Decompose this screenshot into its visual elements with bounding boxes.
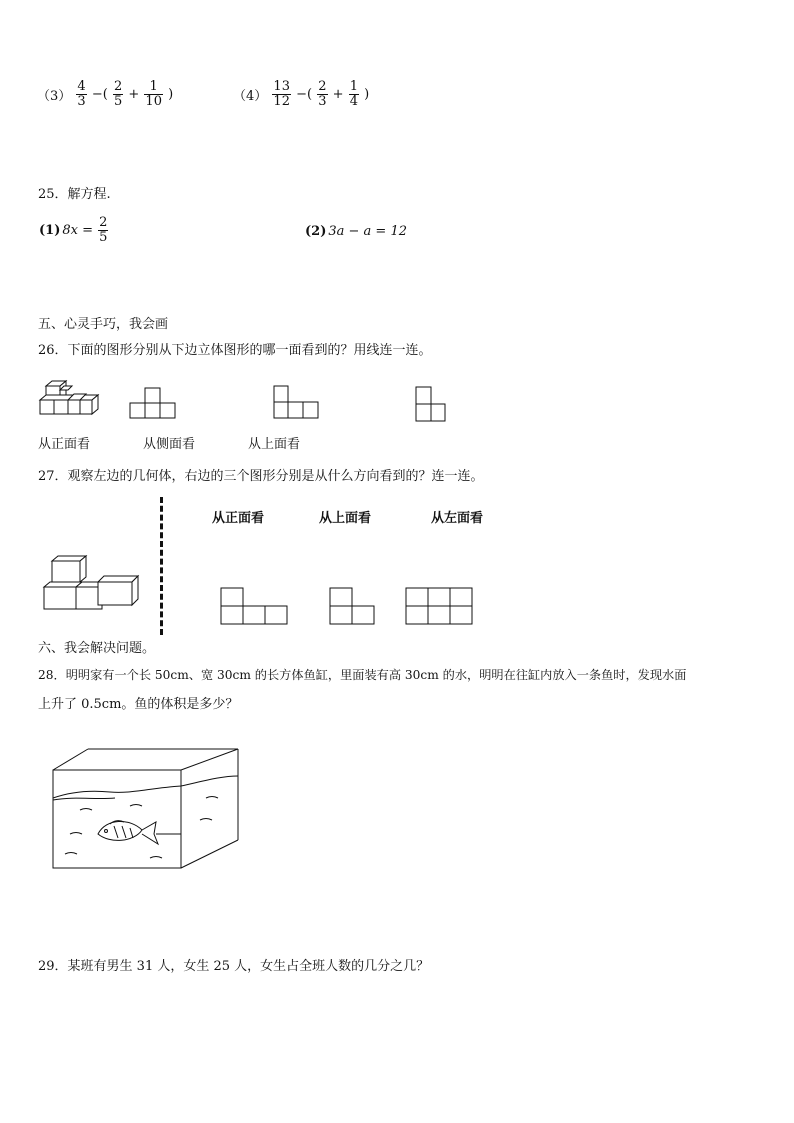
fraction: $\frac{1}{10}$	[145, 79, 162, 109]
q26-solid-figure	[38, 378, 104, 418]
section-5-heading: 五、心灵手巧，我会画	[38, 317, 169, 332]
q26-view-c	[415, 386, 447, 422]
q27-label-top: 从上面看	[319, 511, 372, 526]
q26-label-side: 从侧面看	[143, 437, 196, 452]
question-27-title: 27．观察左边的几何体，右边的三个图形分别是从什么方向看到的？连一连。	[38, 469, 484, 484]
q26-view-a	[130, 387, 176, 419]
section-6-heading: 六、我会解决问题。	[38, 641, 156, 656]
q26-label-top: 从上面看	[248, 437, 301, 452]
equation-1: (1) 8x = $\frac{2}{5}$	[39, 215, 108, 245]
fraction: $\frac{13}{12}$	[273, 79, 290, 109]
fish-tank-illustration	[50, 746, 246, 870]
fraction: $\frac{2}{3}$	[318, 79, 327, 109]
q27-label-left: 从左面看	[431, 511, 484, 526]
question-29: 29．某班有男生 31 人，女生 25 人，女生占全班人数的几分之几？	[38, 959, 430, 974]
expression-label: （3）	[37, 89, 72, 104]
expression-4: （4） $\frac{13}{12}$ −( $\frac{2}{3}$ + $\frac{1}{4}$ )	[233, 79, 370, 109]
question-25-title: 25．解方程.	[38, 187, 111, 202]
fraction: $\frac{2}{5}$	[99, 215, 108, 245]
q26-view-b	[273, 385, 319, 419]
fraction: $\frac{2}{5}$	[113, 79, 123, 109]
q26-label-front: 从正面看	[38, 437, 91, 452]
fraction: $\frac{1}{4}$	[349, 79, 358, 109]
expression-3: （3） $\frac{4}{3}$ −( $\frac{2}{5}$ + $\frac{1}{10}$ )	[37, 79, 174, 109]
q27-solid-figure	[42, 555, 142, 609]
question-26-title: 26．下面的图形分别从下边立体图形的哪一面看到的？用线连一连。	[38, 343, 432, 358]
q27-label-front: 从正面看	[212, 511, 265, 526]
equation-2: (2) 3a − a = 12	[305, 224, 407, 239]
fraction: $\frac{4}{3}$	[77, 79, 86, 109]
question-28-line-1: 28．明明家有一个长 50cm、宽 30cm 的长方体鱼缸，里面装有高 30cm 的水，明明在往缸内放入一条鱼时，发现水面	[38, 668, 687, 682]
q27-view-1	[220, 587, 288, 625]
expression-label: （4）	[233, 89, 268, 104]
question-28-line-2: 上升了 0.5cm。鱼的体积是多少？	[38, 697, 239, 712]
q27-view-2	[329, 587, 375, 625]
q27-view-3	[405, 587, 473, 625]
dashed-divider	[160, 497, 163, 635]
